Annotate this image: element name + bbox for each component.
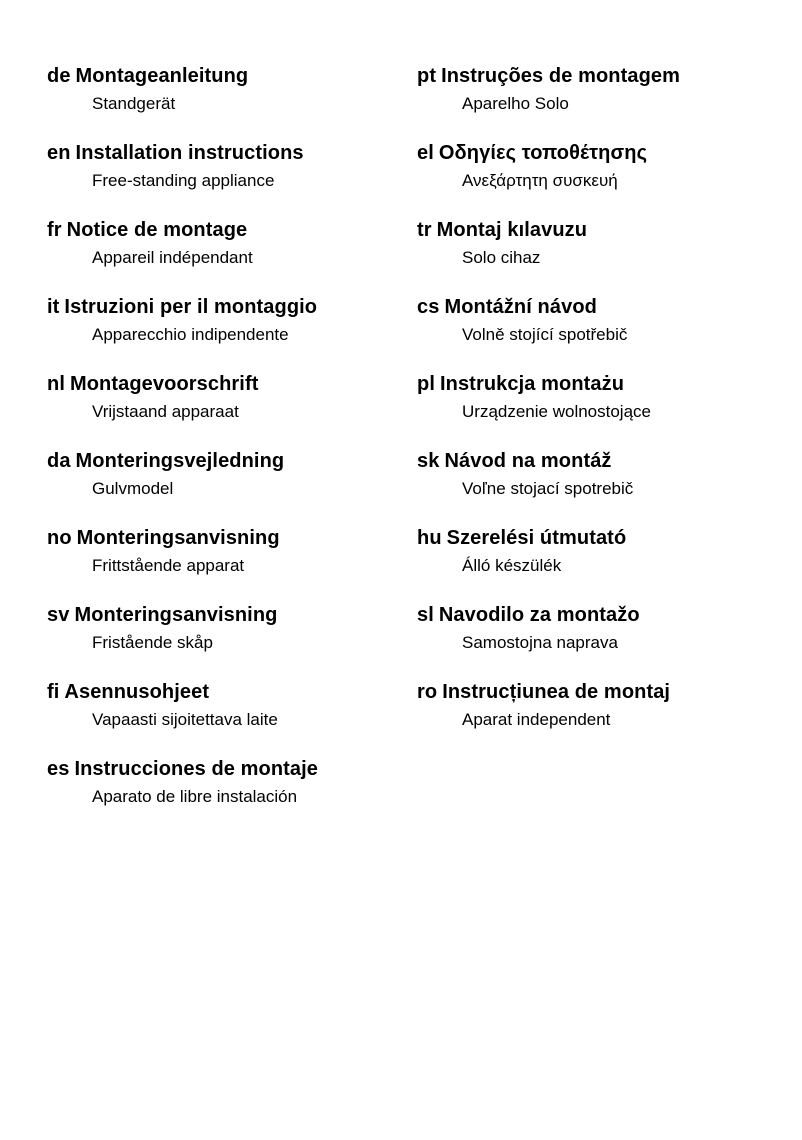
entry-title-line	[417, 679, 777, 705]
entry-title: Asennusohjeet	[64, 681, 210, 703]
entry-title: Montážní návod	[444, 296, 597, 318]
language-code: pl	[417, 373, 435, 395]
entry-title-line	[417, 525, 777, 551]
language-entry	[47, 371, 387, 422]
language-code: en	[47, 142, 71, 164]
language-code: de	[47, 65, 71, 87]
entry-title-line	[417, 63, 777, 89]
language-code: fr	[47, 219, 62, 241]
language-code: it	[47, 296, 60, 318]
language-entry	[47, 217, 387, 268]
language-entry	[417, 63, 777, 114]
language-entry	[417, 679, 777, 730]
language-entry	[417, 294, 777, 345]
language-code: es	[47, 758, 70, 780]
language-entry	[47, 448, 387, 499]
entry-title: Istruzioni per il montaggio	[64, 296, 318, 318]
entry-title: Montaj kılavuzu	[436, 219, 588, 241]
entry-subtitle: Aparelho Solo	[462, 94, 569, 113]
entry-title-line	[47, 63, 387, 89]
entry-title-line	[417, 217, 777, 243]
language-entry	[417, 371, 777, 422]
language-code: nl	[47, 373, 65, 395]
entry-title: Szerelési útmutató	[446, 527, 627, 549]
entry-title: Navodilo za montažo	[438, 604, 640, 626]
entry-subtitle: Apparecchio indipendente	[92, 325, 289, 344]
language-entry	[417, 525, 777, 576]
entry-title-line	[417, 294, 777, 320]
language-entry	[417, 448, 777, 499]
language-code: cs	[417, 296, 440, 318]
entry-subtitle: Aparat independent	[462, 710, 611, 729]
entry-subtitle: Vapaasti sijoitettava laite	[92, 710, 278, 729]
entry-subtitle: Aparato de libre instalación	[92, 787, 298, 806]
language-code: sv	[47, 604, 70, 626]
language-code: ro	[417, 681, 438, 703]
entry-title-line	[47, 679, 387, 705]
language-column-left	[47, 63, 387, 833]
entry-subtitle: Solo cihaz	[462, 248, 541, 267]
entry-title: Οδηγίες τοποθέτησης	[438, 142, 648, 164]
entry-title: Montageanleitung	[75, 65, 249, 87]
language-entry	[47, 602, 387, 653]
language-entry	[47, 525, 387, 576]
entry-subtitle: Urządzenie wolnostojące	[462, 402, 651, 421]
entry-title-line	[47, 448, 387, 474]
language-code: pt	[417, 65, 437, 87]
entry-subtitle: Álló készülék	[462, 556, 562, 575]
entry-title: Montagevoorschrift	[69, 373, 259, 395]
entry-title-line	[47, 294, 387, 320]
language-code: sl	[417, 604, 434, 626]
entry-subtitle: Volně stojící spotřebič	[462, 325, 628, 344]
language-column-right	[417, 63, 777, 756]
entry-subtitle: Samostojna naprava	[462, 633, 618, 652]
entry-title: Installation instructions	[75, 142, 304, 164]
entry-title: Monteringsvejledning	[75, 450, 285, 472]
language-entry	[47, 63, 387, 114]
entry-title: Instrucțiunea de montaj	[442, 681, 671, 703]
entry-subtitle: Frittstående apparat	[92, 556, 245, 575]
entry-subtitle: Free-standing appliance	[92, 171, 275, 190]
entry-title: Monteringsanvisning	[76, 527, 280, 549]
entry-title: Návod na montáž	[444, 450, 612, 472]
entry-title: Instrucciones de montaje	[74, 758, 319, 780]
language-code: no	[47, 527, 72, 549]
entry-title-line	[47, 371, 387, 397]
language-code: sk	[417, 450, 440, 472]
entry-subtitle: Gulvmodel	[92, 479, 174, 498]
entry-subtitle: Fristående skåp	[92, 633, 213, 652]
language-entry	[47, 756, 387, 807]
language-entry	[47, 679, 387, 730]
entry-title-line	[47, 217, 387, 243]
language-entry	[47, 140, 387, 191]
language-code: da	[47, 450, 71, 472]
entry-title-line	[417, 448, 777, 474]
entry-title-line	[417, 602, 777, 628]
entry-title-line	[417, 140, 777, 166]
language-code: tr	[417, 219, 432, 241]
entry-title-line	[47, 140, 387, 166]
language-code: hu	[417, 527, 442, 549]
entry-title: Notice de montage	[66, 219, 248, 241]
entry-title-line	[47, 602, 387, 628]
entry-title: Instruções de montagem	[441, 65, 680, 87]
entry-title: Monteringsanvisning	[74, 604, 278, 626]
entry-title-line	[47, 525, 387, 551]
language-code: fi	[47, 681, 60, 703]
language-entry	[417, 217, 777, 268]
entry-title: Instrukcja montażu	[439, 373, 625, 395]
entry-title-line	[47, 756, 387, 782]
entry-subtitle: Standgerät	[92, 94, 176, 113]
entry-subtitle: Ανεξάρτητη συσκευή	[462, 171, 618, 190]
entry-subtitle: Voľne stojací spotrebič	[462, 479, 634, 498]
language-code: el	[417, 142, 434, 164]
entry-subtitle: Vrijstaand apparaat	[92, 402, 239, 421]
language-entry	[417, 140, 777, 191]
language-entry	[417, 602, 777, 653]
language-entry	[47, 294, 387, 345]
entry-subtitle: Appareil indépendant	[92, 248, 253, 267]
entry-title-line	[417, 371, 777, 397]
